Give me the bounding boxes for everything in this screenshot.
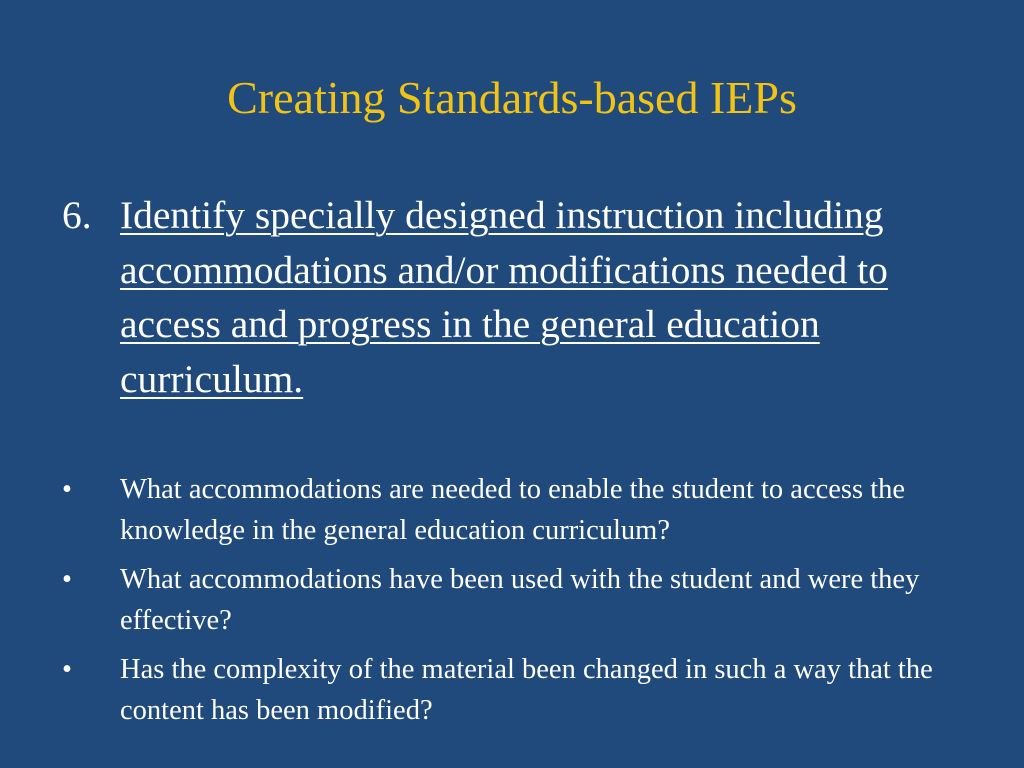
step-number: 6.: [62, 193, 92, 237]
bullet-icon: •: [62, 654, 72, 685]
bullet-text: What accommodations have been used with the student and were they effective?: [120, 564, 920, 636]
bullet-list: [62, 470, 972, 740]
bullet-icon: •: [62, 564, 72, 595]
list-item: [62, 560, 972, 641]
list-item: [62, 650, 972, 731]
bullet-icon: •: [62, 474, 72, 505]
list-item: [62, 470, 972, 551]
bullet-text: What accommodations are needed to enable the student to access the knowledge in the general education curriculum?: [120, 474, 906, 546]
step-text: Identify specially designed instruction including accommodations and/or modifications needed to access and progress in the general education curriculum.: [120, 193, 888, 401]
bullet-text: Has the complexity of the material been changed in such a way that the content has been modified?: [120, 654, 933, 726]
numbered-item: [62, 188, 962, 406]
slide-title: Creating Standards-based IEPs: [227, 72, 797, 123]
